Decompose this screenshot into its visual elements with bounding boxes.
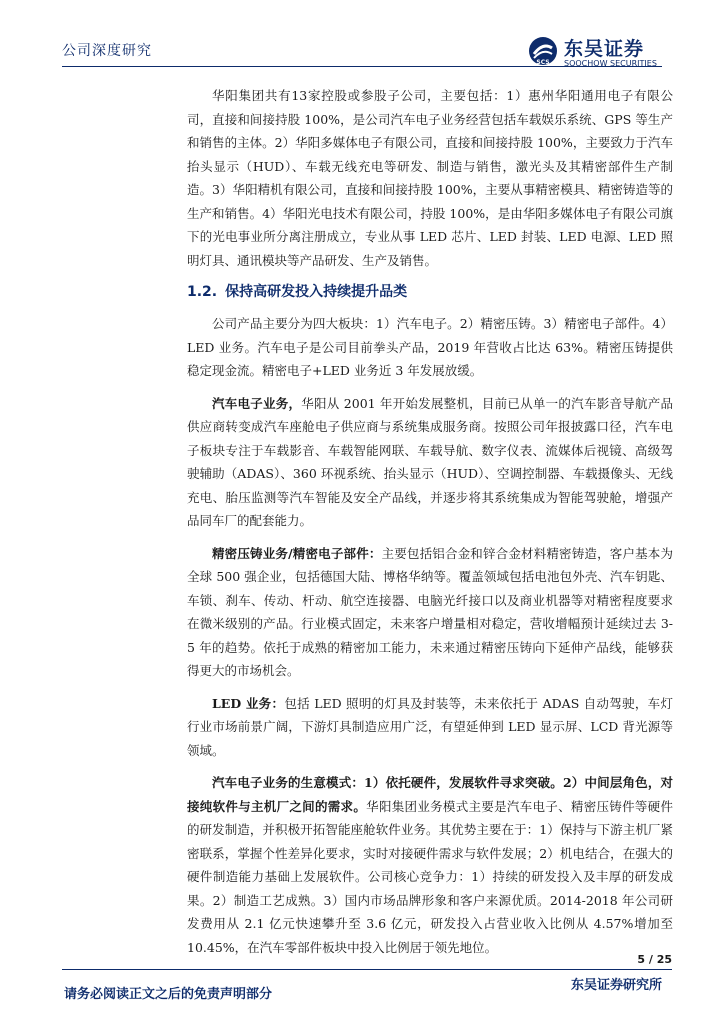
- paragraph-lead: 汽车电子业务的生意模式：1）依托硬件，发展软件寻求突破。2）中间层角色，对接纯软件与主机厂之间的需求。: [187, 775, 673, 814]
- report-type-label: 公司深度研究: [62, 43, 152, 59]
- paragraph-text: 包括 LED 照明的灯具及封装等，未来依托于 ADAS 自动驾驶，车灯行业市场前景广阔，下游灯具制造应用广泛，有望延伸到 LED 显示屏、LCD 背光源等领域。: [187, 695, 674, 758]
- paragraph-text: 主要包括铝合金和锌合金材料精密铸造，客户基本为全球 500 强企业，包括德国大陆、博格华纳等。覆盖领域包括电池包外壳、汽车钥匙、车锁、刹车、传动、杆动、航空连接器、电脑光纤接口以及商业机器等对精密程度要求在微米级别的产品。行业模式固定，未来客户增量相对稳定，营收增幅预计延续过去 3-5 年的趋势。依托于成熟的精密加工能力，未来通过精密压铸向下延伸产品线，能够获得更大的市场机会。: [187, 545, 673, 678]
- logo-mark-text: SCS: [536, 59, 550, 66]
- paragraph-business-model: [187, 771, 673, 959]
- paragraph-text: 华阳集团业务模式主要是汽车电子、精密压铸件等硬件的研发制造，并积极开拓智能座舱软件业务。其优势主要在于：1）保持与下游主机厂紧密联系，掌握个性差异化要求，实时对接硬件需求与软件发展；2）机电结合，在强大的硬件制造能力基础上发展软件。公司核心竞争力：1）持续的研发投入及丰厚的研发成果。2）制造工艺成熟。3）国内市场品牌形象和客户来源优质。2014-2018 年公司研发费用从 2.1 亿元快速攀升至 3.6 亿元，研发投入占营业收入比例从 4.57%增加至 10.45%，在汽车零部件板块中投入比例居于领先地位。: [187, 798, 673, 955]
- company-logo: [528, 36, 678, 68]
- paragraph-lead: 精密压铸业务/精密电子部件：: [212, 545, 382, 561]
- logo-chinese-name: 东吴证券: [564, 38, 645, 60]
- research-institute: 东吴证券研究所: [570, 978, 662, 993]
- soochow-logo-icon: [528, 36, 558, 66]
- intro-body: [187, 84, 673, 281]
- section-number: 1.2.: [187, 284, 218, 300]
- page-number: 5 / 25: [637, 953, 672, 966]
- paragraph-led: [187, 692, 673, 763]
- paragraph-die-casting: [187, 542, 673, 683]
- paragraph-text: 华阳从 2001 年开始发展整机，目前已从单一的汽车影音导航产品供应商转变成汽车座舱电子供应商与系统集成服务商。按照公司年报披露口径，汽车电子板块专注于车载影音、车载智能网联、车载导航、数字仪表、流媒体后视镜、高级驾驶辅助（ADAS）、360 环视系统、抬头显示（HUD）、空调控制器、车载摄像头、无线充电、胎压监测等汽车智能及安全产品线，并逐步将其系统集成为智能驾驶舱，增强产品同车厂的配套能力。: [187, 395, 673, 528]
- section-heading: [187, 281, 407, 301]
- logo-english-name: SOOCHOW SECURITIES: [564, 59, 657, 68]
- paragraph-lead: 汽车电子业务，: [212, 395, 302, 411]
- section-body: [187, 312, 673, 968]
- paragraph-auto-electronics: [187, 392, 673, 533]
- paragraph-text: 公司产品主要分为四大板块：1）汽车电子。2）精密压铸。3）精密电子部件。4）LED 业务。汽车电子是公司目前拳头产品，2019 年营收占比达 63%。精密压铸提供稳定现金流。精密电子+LED 业务近 3 年发展放缓。: [187, 316, 673, 378]
- paragraph-lead: LED 业务：: [212, 695, 285, 711]
- subsidiaries-paragraph: 华阳集团共有13家控股或参股子公司，主要包括：1）惠州华阳通用电子有限公司，直接和间接持股 100%，是公司汽车电子业务经营包括车载娱乐系统、GPS 等生产和销售的主体。2）华阳多媒体电子有限公司，直接和间接持股 100%，主要致力于汽车抬头显示（HUD）、车载无线充电等研发、制造与销售，激光头及其精密部件生产制造。3）华阳精机有限公司，直接和间接持股 100%，主要从事精密模具、精密铸造等的生产和销售。4）华阳光电技术有限公司，持股 100%，是由华阳多媒体电子有限公司旗下的光电事业所分离注册成立，专业从事 LED 芯片、LED 封装、LED 电源、LED 照明灯具、通讯模块等产品研发、生产及销售。: [187, 88, 673, 268]
- section-title: 保持高研发投入持续提升品类: [225, 284, 408, 300]
- footer-divider: [62, 969, 672, 970]
- disclaimer-notice: 请务必阅读正文之后的免责声明部分: [64, 987, 273, 1002]
- paragraph-product-segments: [187, 312, 673, 383]
